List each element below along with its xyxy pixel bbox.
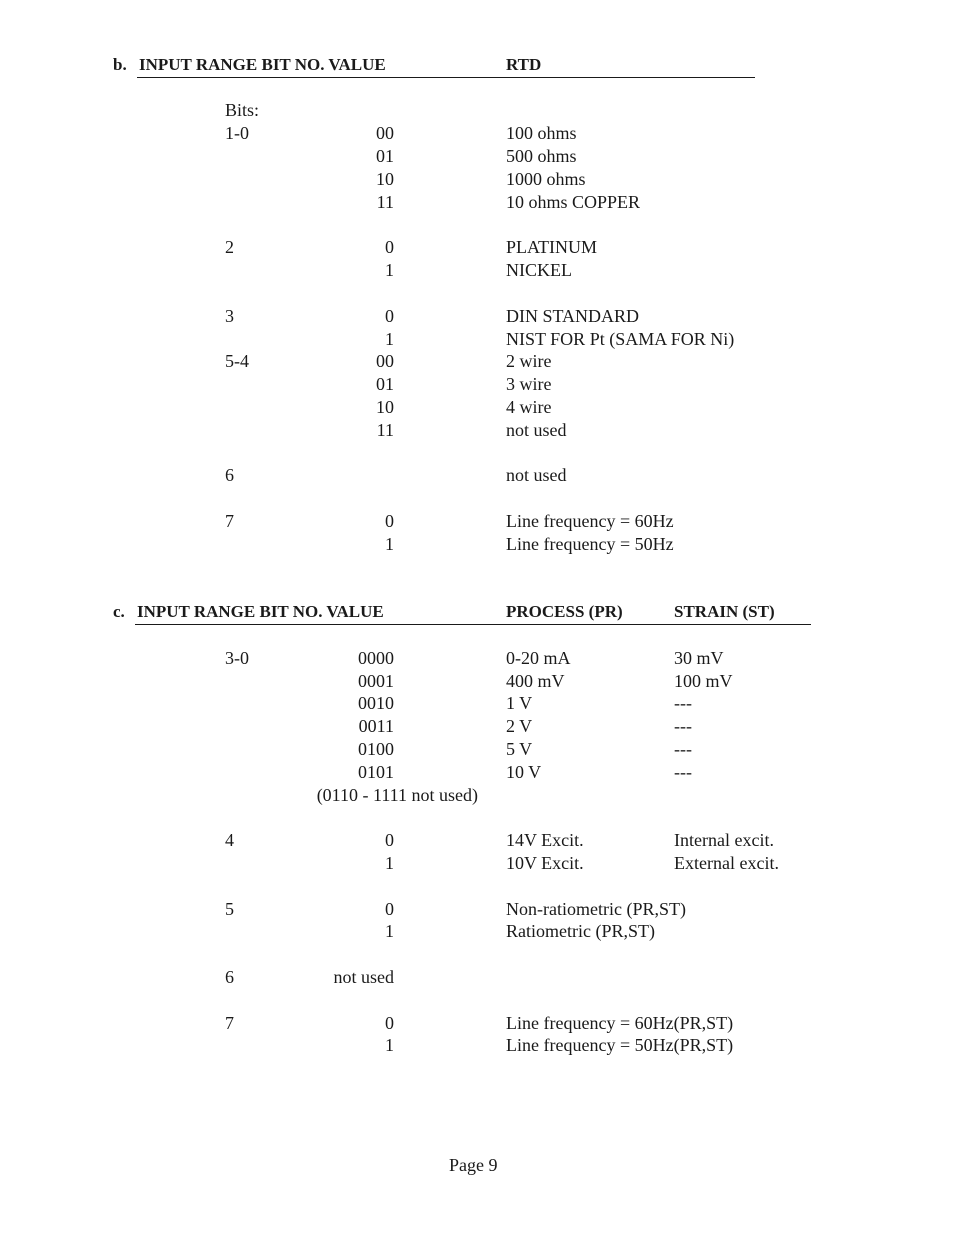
bit-value: 0010 bbox=[358, 693, 394, 713]
section-b-header: INPUT RANGE BIT NO. VALUE bbox=[139, 55, 386, 74]
strain-description: --- bbox=[674, 739, 692, 759]
process-description: 10V Excit. bbox=[506, 853, 584, 873]
bit-number: 3-0 bbox=[225, 648, 249, 668]
bit-value: 0 bbox=[385, 237, 394, 257]
bit-value: 10 bbox=[376, 169, 394, 189]
bit-value: 1 bbox=[385, 1035, 394, 1055]
rtd-description: NICKEL bbox=[506, 260, 572, 280]
strain-description: 100 mV bbox=[674, 671, 733, 691]
process-description: 5 V bbox=[506, 739, 533, 759]
bit-value: 1 bbox=[385, 329, 394, 349]
bit-number: 1-0 bbox=[225, 123, 249, 143]
bit-value: 0 bbox=[385, 830, 394, 850]
bit-value: 0 bbox=[385, 1013, 394, 1033]
bit-number: 7 bbox=[225, 1013, 234, 1033]
rtd-description: 3 wire bbox=[506, 374, 552, 394]
strain-description: 30 mV bbox=[674, 648, 724, 668]
section-b-header-rtd: RTD bbox=[506, 55, 542, 74]
bit-value: 11 bbox=[376, 420, 394, 440]
process-description: 14V Excit. bbox=[506, 830, 584, 850]
rtd-description: 4 wire bbox=[506, 397, 552, 417]
bit-number: 6 bbox=[225, 967, 234, 987]
section-c-header-strain: STRAIN (ST) bbox=[674, 602, 775, 621]
bit-value: 1 bbox=[385, 260, 394, 280]
bit-value: 00 bbox=[376, 351, 394, 371]
bit-value: not used bbox=[333, 967, 394, 987]
strain-description: --- bbox=[674, 716, 692, 736]
rtd-description: 10 ohms COPPER bbox=[506, 192, 641, 212]
rtd-description: not used bbox=[506, 420, 567, 440]
bit-number: 7 bbox=[225, 511, 234, 531]
process-description: 0-20 mA bbox=[506, 648, 571, 668]
bit-value: 1 bbox=[385, 921, 394, 941]
process-description: Line frequency = 60Hz(PR,ST) bbox=[506, 1013, 734, 1033]
rtd-description: Line frequency = 60Hz bbox=[506, 511, 674, 531]
bit-value: 0011 bbox=[358, 716, 394, 736]
process-description: Line frequency = 50Hz(PR,ST) bbox=[506, 1035, 734, 1055]
bit-number: 4 bbox=[225, 830, 234, 850]
bit-value: 0 bbox=[385, 899, 394, 919]
bit-number: 5-4 bbox=[225, 351, 249, 371]
section-c-header: INPUT RANGE BIT NO. VALUE bbox=[137, 602, 384, 621]
bit-value: 01 bbox=[376, 374, 394, 394]
bit-value: 0001 bbox=[358, 671, 394, 691]
rtd-description: DIN STANDARD bbox=[506, 306, 640, 326]
bit-value: 0 bbox=[385, 511, 394, 531]
rtd-description: 1000 ohms bbox=[506, 169, 586, 189]
page-number: Page 9 bbox=[449, 1155, 498, 1175]
bits-label: Bits: bbox=[225, 100, 260, 120]
section-c-header-process: PROCESS (PR) bbox=[506, 602, 623, 621]
rtd-description: not used bbox=[506, 465, 567, 485]
section-c-letter: c. bbox=[113, 602, 125, 621]
process-description: 1 V bbox=[506, 693, 533, 713]
rtd-description: 100 ohms bbox=[506, 123, 577, 143]
bit-value: 0 bbox=[385, 306, 394, 326]
section-b-letter: b. bbox=[113, 55, 127, 74]
section-b-rule bbox=[137, 77, 755, 78]
bit-number: 3 bbox=[225, 306, 234, 326]
rtd-description: PLATINUM bbox=[506, 237, 598, 257]
section-c-rule bbox=[135, 624, 811, 625]
strain-description: Internal excit. bbox=[674, 830, 774, 850]
rtd-description: Line frequency = 50Hz bbox=[506, 534, 674, 554]
rtd-description: 2 wire bbox=[506, 351, 552, 371]
strain-description: --- bbox=[674, 693, 692, 713]
bit-value: 11 bbox=[376, 192, 394, 212]
process-description: 400 mV bbox=[506, 671, 565, 691]
strain-description: --- bbox=[674, 762, 692, 782]
bit-value: 10 bbox=[376, 397, 394, 417]
process-description: 2 V bbox=[506, 716, 533, 736]
process-description: Ratiometric (PR,ST) bbox=[506, 921, 655, 941]
bit-value: 01 bbox=[376, 146, 394, 166]
bit-value: 0100 bbox=[358, 739, 394, 759]
rtd-description: NIST FOR Pt (SAMA FOR Ni) bbox=[506, 329, 735, 349]
strain-description: External excit. bbox=[674, 853, 779, 873]
bit-value: 1 bbox=[385, 853, 394, 873]
bit-value: 0101 bbox=[358, 762, 394, 782]
bit-value: 0000 bbox=[358, 648, 394, 668]
process-description: Non-ratiometric (PR,ST) bbox=[506, 899, 686, 919]
bit-value: (0110 - 1111 not used) bbox=[316, 785, 478, 805]
bit-number: 2 bbox=[225, 237, 234, 257]
bit-value: 00 bbox=[376, 123, 394, 143]
process-description: 10 V bbox=[506, 762, 542, 782]
bit-number: 6 bbox=[225, 465, 234, 485]
bit-number: 5 bbox=[225, 899, 234, 919]
bit-value: 1 bbox=[385, 534, 394, 554]
rtd-description: 500 ohms bbox=[506, 146, 577, 166]
